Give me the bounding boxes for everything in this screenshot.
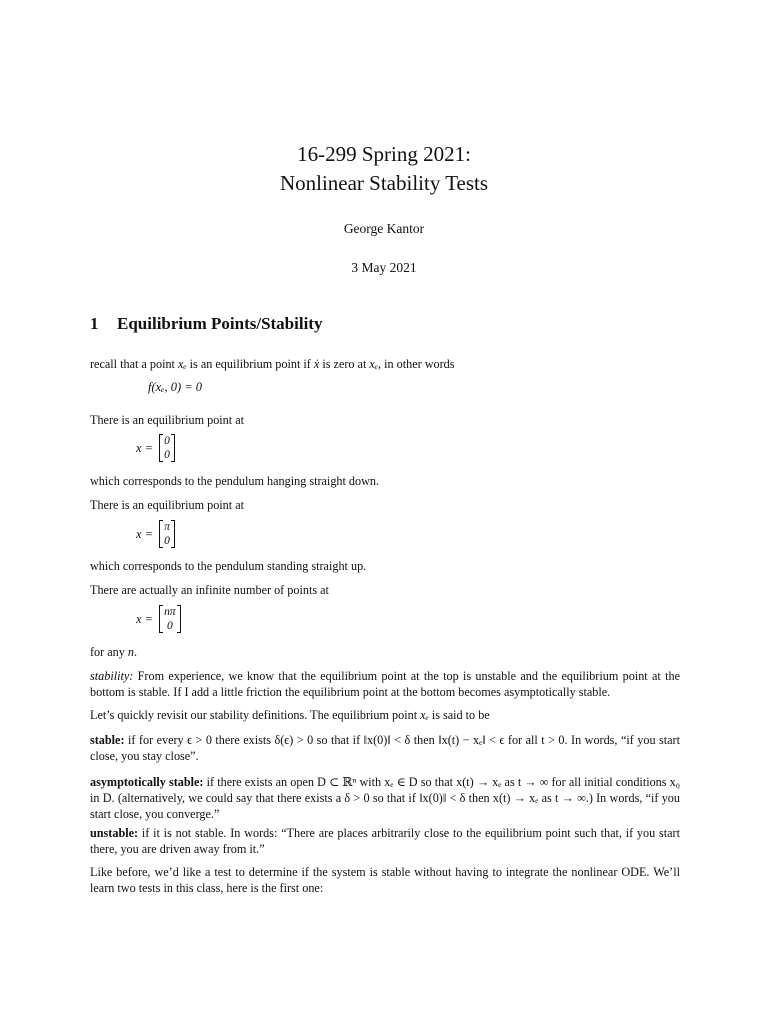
paragraph-stability	[90, 668, 680, 700]
author: George Kantor	[343, 221, 425, 236]
paragraph-hanging-down: which corresponds to the pendulum hanging straight down.	[90, 474, 380, 488]
text-span: Let’s quickly revisit our stability definitions. The equilibrium point	[90, 708, 421, 722]
text-span: is said to be	[428, 708, 490, 722]
section-heading	[90, 314, 322, 334]
vector-equation-3	[136, 605, 181, 633]
definition-asymptotically-stable	[90, 774, 680, 822]
vector-entry: 0	[164, 435, 170, 447]
definition-text: if it is not stable. In words: “There are places arbitrarily close to the equilibrium point such that, if you start there, you are driven away from it.”	[90, 826, 680, 856]
vector-lhs: x =	[136, 526, 154, 541]
vector-entry: 0	[166, 620, 173, 632]
text-span: is an equilibrium point if	[186, 357, 314, 371]
text-span: is zero at	[319, 357, 370, 371]
paragraph-eq1: There is an equilibrium point at	[90, 413, 244, 427]
math-xe: xₑ	[178, 357, 187, 371]
vector-equation-1	[136, 434, 175, 462]
math-xe: xₑ	[420, 708, 429, 722]
vector-entry: nπ	[164, 606, 176, 618]
column-vector	[159, 605, 181, 633]
paragraph-like-before: Like before, we’d like a test to determine if the system is stable without having to integrate the nonlinear ODE. We’ll learn two tests in this class, here is the first one:	[90, 865, 680, 895]
date: 3 May 2021	[351, 260, 417, 275]
title-line-1: 16-299 Spring 2021:	[297, 142, 471, 166]
section-title: Equilibrium Points/Stability	[117, 314, 323, 333]
definition-text: if there exists an open D ⊂ ℝⁿ with xₑ ∈ D so that x(t) → xₑ as t → ∞ for all initial conditions x₀ in D. (alternatively, we could say that there exists a δ > 0 so that if ‖x(0)‖ < δ then x(t) → xₑ as t → ∞.) In words, “if you start close, you converge.”	[90, 775, 681, 821]
section-number: 1	[90, 314, 99, 333]
text-span: for any	[90, 645, 128, 659]
vector-lhs: x =	[136, 440, 154, 455]
vector-entry: 0	[164, 449, 170, 461]
equation-equilibrium: f(xₑ, 0) = 0	[148, 380, 203, 394]
text-span: , in other words	[378, 357, 455, 371]
paragraph-eq2: There is an equilibrium point at	[90, 498, 244, 512]
title-line-2: Nonlinear Stability Tests	[279, 171, 489, 195]
paragraph-infinite: There are actually an infinite number of points at	[90, 583, 329, 597]
math-xdot: ẋ	[313, 357, 320, 371]
vector-lhs: x =	[136, 611, 154, 626]
definition-label: unstable:	[90, 826, 139, 840]
column-vector	[159, 434, 175, 462]
paragraph-standing-up: which corresponds to the pendulum standing straight up.	[90, 559, 367, 573]
vector-equation-2	[136, 520, 175, 548]
paragraph-recall	[90, 357, 455, 372]
column-vector	[159, 520, 175, 548]
vector-entry: π	[164, 521, 170, 533]
text-span: recall that a point	[90, 357, 178, 371]
paragraph-revisit	[90, 708, 490, 723]
paragraph-text: From experience, we know that the equilibrium point at the top is unstable and the equilibrium point at the bottom is stable. If I add a little friction the equilibrium point at the bottom becomes asymptotically stable.	[90, 669, 680, 699]
definition-label: asymptotically stable:	[90, 775, 204, 789]
definition-stable	[90, 732, 680, 764]
vector-entry: 0	[164, 535, 170, 547]
paragraph-for-any: for any n.	[90, 645, 138, 659]
math-n: n	[127, 645, 134, 659]
paragraph-label: stability:	[90, 669, 134, 683]
definition-text: if for every ϵ > 0 there exists δ(ϵ) > 0 so that if ‖x(0)‖ < δ then ‖x(t) − xₑ‖ < ϵ for all t > 0. In words, “if you start close, you stay close”.	[90, 733, 680, 763]
definition-unstable	[90, 825, 680, 857]
math-xe: xₑ	[369, 357, 379, 371]
definition-label: stable:	[90, 733, 125, 747]
